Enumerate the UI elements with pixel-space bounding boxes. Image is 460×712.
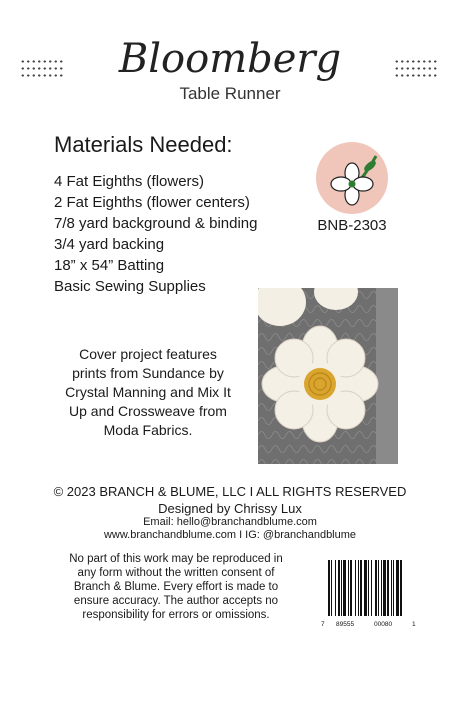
- disclaimer-line: ensure accuracy. The author accepts no: [73, 595, 279, 607]
- dogwood-flower-icon: [316, 142, 388, 214]
- material-item: 2 Fat Eighths (flower centers): [54, 194, 250, 211]
- material-item: 7/8 yard background & binding: [54, 215, 258, 232]
- materials-heading: Materials Needed:: [54, 132, 233, 157]
- disclaimer-line: No part of this work may be reproduced in: [69, 553, 283, 565]
- material-item: 3/4 yard backing: [54, 236, 165, 253]
- barcode-digit: 1: [412, 621, 416, 628]
- cover-note-line: Cover project features: [79, 346, 217, 362]
- web-contact: www.branchandblume.com I IG: @branchandblume: [103, 529, 357, 541]
- disclaimer-line: responsibility for errors or omissions.: [82, 609, 270, 621]
- material-item: 4 Fat Eighths (flowers): [54, 173, 205, 190]
- barcode-digit: 89555: [336, 621, 355, 628]
- copyright-line: © 2023 BRANCH & BLUME, LLC I ALL RIGHTS RESERVED: [53, 484, 407, 499]
- cover-note-line: prints from Sundance by: [72, 365, 224, 381]
- barcode-digit: 7: [321, 621, 325, 628]
- brand-logo: [316, 142, 388, 214]
- disclaimer-line: Branch & Blume. Every effort is made to: [73, 581, 279, 593]
- barcode-digit: 00080: [374, 621, 393, 628]
- sku-code: BNB-2303: [317, 217, 387, 234]
- disclaimer-line: any form without the written consent of: [77, 567, 275, 579]
- quilt-photo: [258, 288, 398, 464]
- material-item: 18” x 54” Batting: [54, 257, 165, 274]
- cover-note-line: Moda Fabrics.: [103, 422, 193, 438]
- material-item: Basic Sewing Supplies: [54, 278, 206, 295]
- email-contact: Email: hello@branchandblume.com: [143, 516, 317, 528]
- pattern-subtitle: Table Runner: [179, 84, 281, 103]
- pattern-title: Bloomberg: [118, 36, 342, 82]
- designer-credit: Designed by Chrissy Lux: [158, 501, 302, 516]
- upc-barcode: [318, 558, 420, 628]
- cover-note-line: Up and Crossweave from: [69, 403, 227, 419]
- cover-note-line: Crystal Manning and Mix It: [65, 384, 231, 400]
- barcode-bars: [318, 558, 420, 628]
